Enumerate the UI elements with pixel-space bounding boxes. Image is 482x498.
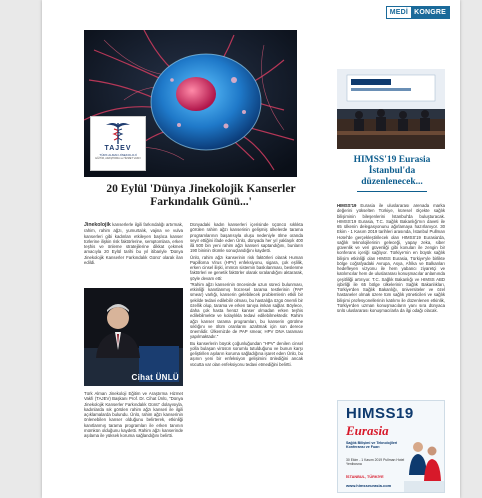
- ad-subtitle: Eurasia: [346, 423, 389, 438]
- title-rule: [357, 191, 427, 192]
- hero-cell-image: [84, 30, 297, 177]
- portrait-name: Cihat ÜNLÜ: [131, 373, 179, 382]
- logo-part1: MEDİ: [389, 9, 409, 16]
- col2-p1: Dünyadaki kadın kanserleri içerisinde üçüncü sıklıkta görülen rahim ağzı kanserinin gelişmiş ülkelerde tarama programlarının başarısıyla oluşu nedeniyle ölme oranda seyir ettiğini ifade eden Ünlü, dünyada her yıl yaklaşık 400 ilâ 500 bin yeni rahim ağzı kanseri saptandığını, bunların 190 bininin ölümle sonuçlandığını kaydetti.: [190, 222, 303, 254]
- col2-p2: Ünlü, rahim ağzı kanserinin risk faktörleri olarak Human Papilloma Virus (HPV) enfeksiyonu, sigara, çok eşlilik, erken cinsel ilişki, immün sistemin baskılanması, beslenme faktörleri ve genetik faktörler olarak sıralandığını aktararak, şöyle devam etti:: [190, 254, 303, 281]
- magazine-logo: [386, 6, 450, 19]
- panel-illustration: [337, 69, 445, 149]
- ad-people-illustration: [404, 435, 444, 493]
- tajev-line1: TÜRK ALMAN JİNEKOLOJİ: [99, 153, 137, 157]
- caduceus-icon: [103, 119, 133, 145]
- col2-p3: "Rahim ağzı kanserinin öncesinde uzun süreci bulunması, etkinliği kanıtlanmış hücresel tarama testlerinin (PAP smear) varlığı, kanserin gelebilecek problemlerin etkili bir şekilde tedavi edilebilir olması, bu hastalığa özgü önemli bir özellik olup, tarama ve erken tanıya imkan sağlar. Böylece, daha çok hasta henüz kanser olmadan erken teşhis edilebilmekte ve kolaylıkla tedavi edilebilmektedir. Rahim ağzı kanser tarama programları, bu kanserin görülme sıklığını ve ölüm oranlarını azaltmak için son derece önemlidir. Ülkemizde de PAP smear, HPV DNA taraması yapılmaktadır.": [190, 281, 303, 340]
- ad-dates: 30 Ekim - 1 Kasım 2019 Pullman Hotel Yenibosna: [346, 458, 405, 467]
- magazine-page: [42, 0, 460, 498]
- intro-text: kanserlerle ilgili farkındalığı artırmak, rahim, rahim ağzı, yumurtalık, vajina ve vulva kanserleri gibi kadınları etkileyen başlıca kanser türlerine ilişkin risk faktörlerine, semptomlara, erken teşhis ve önleme stratejilerine dikkat çekmek amacıyla 20 Eylül tarihi bu yıl itibariyle 'Dünya Jinekolojik Kanserler Farkındalık Günü' olarak ilan edildi.: [84, 222, 183, 265]
- ad-location: İSTANBUL, TÜRKİYE: [346, 475, 384, 479]
- ad-title: HIMSS19: [346, 405, 414, 422]
- tajev-name: TAJEV: [104, 145, 132, 152]
- conference-photo: [337, 69, 445, 149]
- ad-website: www.himsseurasia.com: [346, 483, 392, 488]
- sidebar-title-text: HIMSS'19 Eurasia İstanbul'da düzenlenecek...: [353, 155, 431, 187]
- tajev-line2: EĞİTİM, ARAŞTIRMA ve HİZMET VAKFI: [95, 157, 141, 160]
- col2-p4: Bu kanserlerin büyük çoğunluğundan "HPV" denilen cinsel yolla bulaşan virüsün sorumlu tutulduğunu ve bunun karşı geliştirilen aşıların koruma sağladığına işaret eden Ünlü, bu aşının yeni bir enfeksiyon gelişimini önlediğini ancak vücutta var olan enfeksiyonu tedavi etmediğini belirtti.: [190, 340, 303, 367]
- sidebar-lead: HIMSS'19: [337, 203, 357, 208]
- tajev-logo: [90, 116, 146, 171]
- sidebar-body-text: Eurasia ile uluslararası arenada marka değerini yükselten Türkiye, küresel ölçekte sağlık bilişiminin bileşenlerini İstanbul'da buluşturacak. HIMSS'19 Eurasia, T.C. Sağlık Bakanlığı'nın daveti ile 65 ülkenin delegasyonunu ağırlamaya hazırlanıyor. 30 Ekim - 1 Kasım 2019 tarihleri arasında, İstanbul Pullman Hotel'de gerçekleştirilecek olan HIMSS'19 Eurasia'da, sağlık teknolojilerinin geleceği, yapay zeka, siber güvenlik ve veri güvenliği gibi konuları ile zengin bir konferans içeriği sağlıyor. Türkiye'nin en büyük sağlık bilişim etkinliği olan HIMSS Eurasia, Türkiye'yle birlikte bölge coğrafyadaki Avrupa, Asya, Afrika ve Balkanları hedefleyen vizyonu ile hem yabancı ziyaretçi ve katılımcılar hem de uluslararası konuşmacılar anlamında çeşitliliği artırıyor. T.C. Sağlık Bakanlığı ve HIMSS ABD işbirliği ile 65 bölge ülkelerinin Sağlık Bakanlıkları, Türkiye'den Sağlık Bakanlığı, üniversiteler ve özel hastaneler olmak üzere tüm sağlık yöneticileri ve sağlık bilişimi profesyonellerinin katılımı ile düzenlenen etkinlik, Türkiye'den uzman konuşmacıların yanı sıra dünyaca ünlü uluslararası konuşmacılarla da ilgi odağı olacak.: [337, 203, 446, 313]
- article-col1-body: [84, 391, 183, 439]
- speaker-illustration: [84, 288, 183, 386]
- sidebar-body: [337, 203, 445, 313]
- lead-word: Jinekolojik: [84, 222, 111, 228]
- logo-part2: KONGRE: [411, 7, 449, 18]
- article-col2: [190, 222, 303, 368]
- sidebar-title: [347, 155, 437, 192]
- article-headline: 20 Eylül 'Dünya Jinekolojik Kanserler Farkındalık Günü...': [106, 183, 296, 208]
- portrait-photo: [84, 288, 183, 386]
- himss-advertisement: [337, 400, 445, 493]
- article-intro: [84, 222, 183, 266]
- col1-body-text: Türk Alman Jinekoloji Eğitim ve Araştırma Hizmet Vakfı (TAJEV) Başkanı Prof. Dr. Cihat Ünlü, "Dünya Jinekolojik Kanserler Farkındalık Günü" dolayısıyla, kadınlarda sık görülen rahim ağzı kanseri ile ilgili açıklamalarda bulundu. Ünlü, rahim ağzı kanserinin önlenebilen kanser olduğunu belirterek, etkinliği kanıtlanmış tarama programları ile erken tanının mümkün olduğunu kaydetti. Rahim ağzı kanserinde aşılama ile yüksek koruma sağlandığını belirtti.: [84, 391, 183, 438]
- ad-tagline: Sağlık Bilişimi ve Teknolojileri Konferansı ve Fuarı: [346, 441, 398, 450]
